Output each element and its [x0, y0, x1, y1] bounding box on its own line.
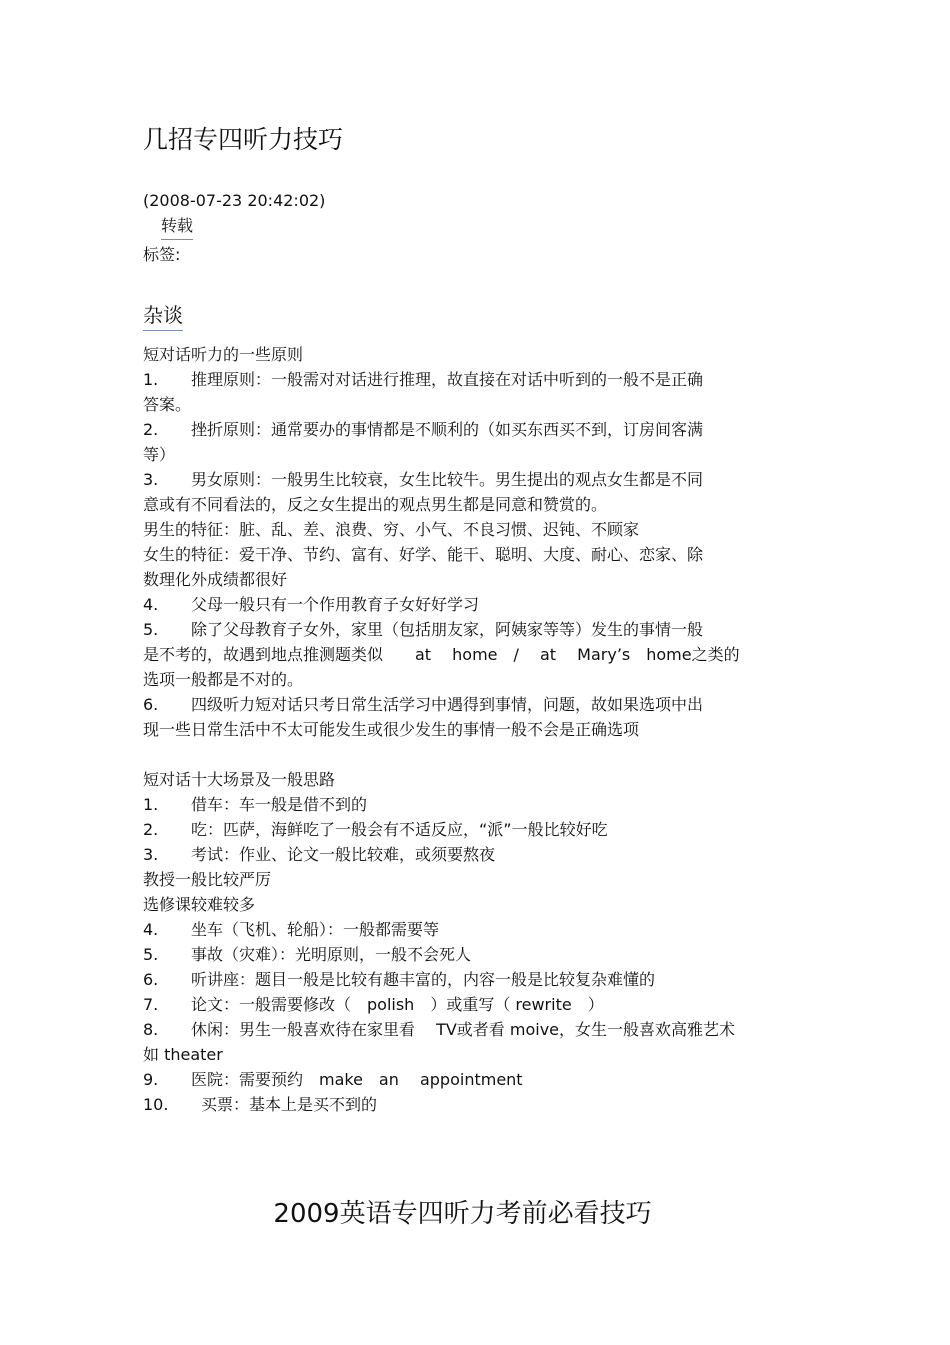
- list-item: [143, 818, 608, 842]
- item-number: 1.: [143, 370, 159, 389]
- item-text: 论文：一般需要修改（ polish ）或重写（ rewrite ）: [191, 995, 604, 1014]
- item-number: 5.: [143, 945, 159, 964]
- item-text: 除了父母教育子女外，家里（包括朋友家，阿姨家等等）发生的事情一般: [191, 620, 704, 639]
- list-item: [143, 393, 191, 417]
- tags-label: 标签:: [143, 245, 181, 264]
- item-text: 选项一般都是不对的。: [143, 670, 304, 689]
- item-text: 男女原则：一般男生比较衰，女生比较牛。男生提出的观点女生都是不同: [191, 470, 704, 489]
- item-text: 推理原则：一般需对对话进行推理，故直接在对话中听到的一般不是正确: [191, 370, 704, 389]
- post-date: (2008-07-23 20:42:02): [143, 191, 326, 210]
- item-number: 10.: [143, 1095, 169, 1114]
- list-item: [143, 368, 703, 392]
- item-text: 买票：基本上是买不到的: [201, 1095, 378, 1114]
- tag-link[interactable]: 杂谈: [143, 301, 183, 331]
- item-text: 是不考的，故遇到地点推测题类似 at home / at Mary’s home之类的: [143, 645, 740, 664]
- item-number: 5.: [143, 620, 159, 639]
- section1-heading: 短对话听力的一些原则: [143, 345, 304, 364]
- list-item: [143, 593, 479, 617]
- item-number: 9.: [143, 1070, 159, 1089]
- item-number: 2.: [143, 420, 159, 439]
- list-item: [143, 418, 703, 442]
- item-text: 父母一般只有一个作用教育子女好好学习: [191, 595, 480, 614]
- item-text: 事故（灾难）：光明原则，一般不会死人: [191, 945, 472, 964]
- list-item: [143, 443, 175, 467]
- list-item: [143, 968, 655, 992]
- item-text: 数理化外成绩都很好: [143, 570, 288, 589]
- item-text: 坐车（飞机、轮船）：一般都需要等: [191, 920, 440, 939]
- item-number: 4.: [143, 920, 159, 939]
- list-item: [143, 993, 604, 1017]
- item-text: 答案。: [143, 395, 192, 414]
- item-number: 1.: [143, 795, 159, 814]
- item-text: 男生的特征：脏、乱、差、浪费、穷、小气、不良习惯、迟钝、不顾家: [143, 520, 640, 539]
- item-number: 4.: [143, 595, 159, 614]
- section2-heading: 短对话十大场景及一般思路: [143, 770, 336, 789]
- item-number: 6.: [143, 695, 159, 714]
- item-text: 如 theater: [143, 1045, 223, 1064]
- list-item: [143, 918, 439, 942]
- list-item: [143, 843, 495, 867]
- list-item: [143, 693, 703, 717]
- item-text: 休闲：男生一般喜欢待在家里看 TV或者看 moive，女生一般喜欢高雅艺术: [191, 1020, 736, 1039]
- list-item: [143, 643, 740, 667]
- list-item: [143, 793, 367, 817]
- item-text: 教授一般比较严厉: [143, 870, 272, 889]
- list-item: [143, 518, 639, 542]
- list-item: [143, 893, 255, 917]
- list-item: [143, 618, 703, 642]
- list-item: [143, 568, 287, 592]
- item-text: 挫折原则：通常要办的事情都是不顺利的（如买东西买不到，订房间客满: [191, 420, 704, 439]
- item-text: 等）: [143, 445, 176, 464]
- item-number: 7.: [143, 995, 159, 1014]
- item-text: 医院：需要预约 make an appointment: [191, 1070, 523, 1089]
- item-text: 选修课较难较多: [143, 895, 256, 914]
- item-text: 借车：车一般是借不到的: [191, 795, 368, 814]
- item-number: 8.: [143, 1020, 159, 1039]
- next-article-title: 2009英语专四听力考前必看技巧: [273, 1199, 652, 1229]
- item-text: 现一些日常生活中不太可能发生或很少发生的事情一般不会是正确选项: [143, 720, 640, 739]
- list-item: [143, 668, 303, 692]
- list-item: [143, 543, 703, 567]
- item-number: 3.: [143, 845, 159, 864]
- item-number: 2.: [143, 820, 159, 839]
- item-number: 6.: [143, 970, 159, 989]
- list-item: [143, 868, 271, 892]
- list-item: [143, 1043, 223, 1067]
- list-item: [143, 1068, 523, 1092]
- item-number: 3.: [143, 470, 159, 489]
- repost-link[interactable]: 转载: [161, 214, 193, 240]
- list-item: [143, 718, 639, 742]
- list-item: [143, 943, 471, 967]
- list-item: [143, 1018, 735, 1042]
- item-text: 四级听力短对话只考日常生活学习中遇得到事情，问题，故如果选项中出: [191, 695, 704, 714]
- list-item: [143, 1093, 377, 1117]
- item-text: 考试：作业、论文一般比较难，或须要熬夜: [191, 845, 496, 864]
- article-title: 几招专四听力技巧: [143, 125, 344, 154]
- item-text: 意或有不同看法的，反之女生提出的观点男生都是同意和赞赏的。: [143, 495, 608, 514]
- list-item: [143, 468, 703, 492]
- item-text: 吃：匹萨，海鲜吃了一般会有不适反应，“派”一般比较好吃: [191, 820, 608, 839]
- item-text: 女生的特征：爱干净、节约、富有、好学、能干、聪明、大度、耐心、恋家、除: [143, 545, 704, 564]
- item-text: 听讲座：题目一般是比较有趣丰富的，内容一般是比较复杂难懂的: [191, 970, 656, 989]
- list-item: [143, 493, 607, 517]
